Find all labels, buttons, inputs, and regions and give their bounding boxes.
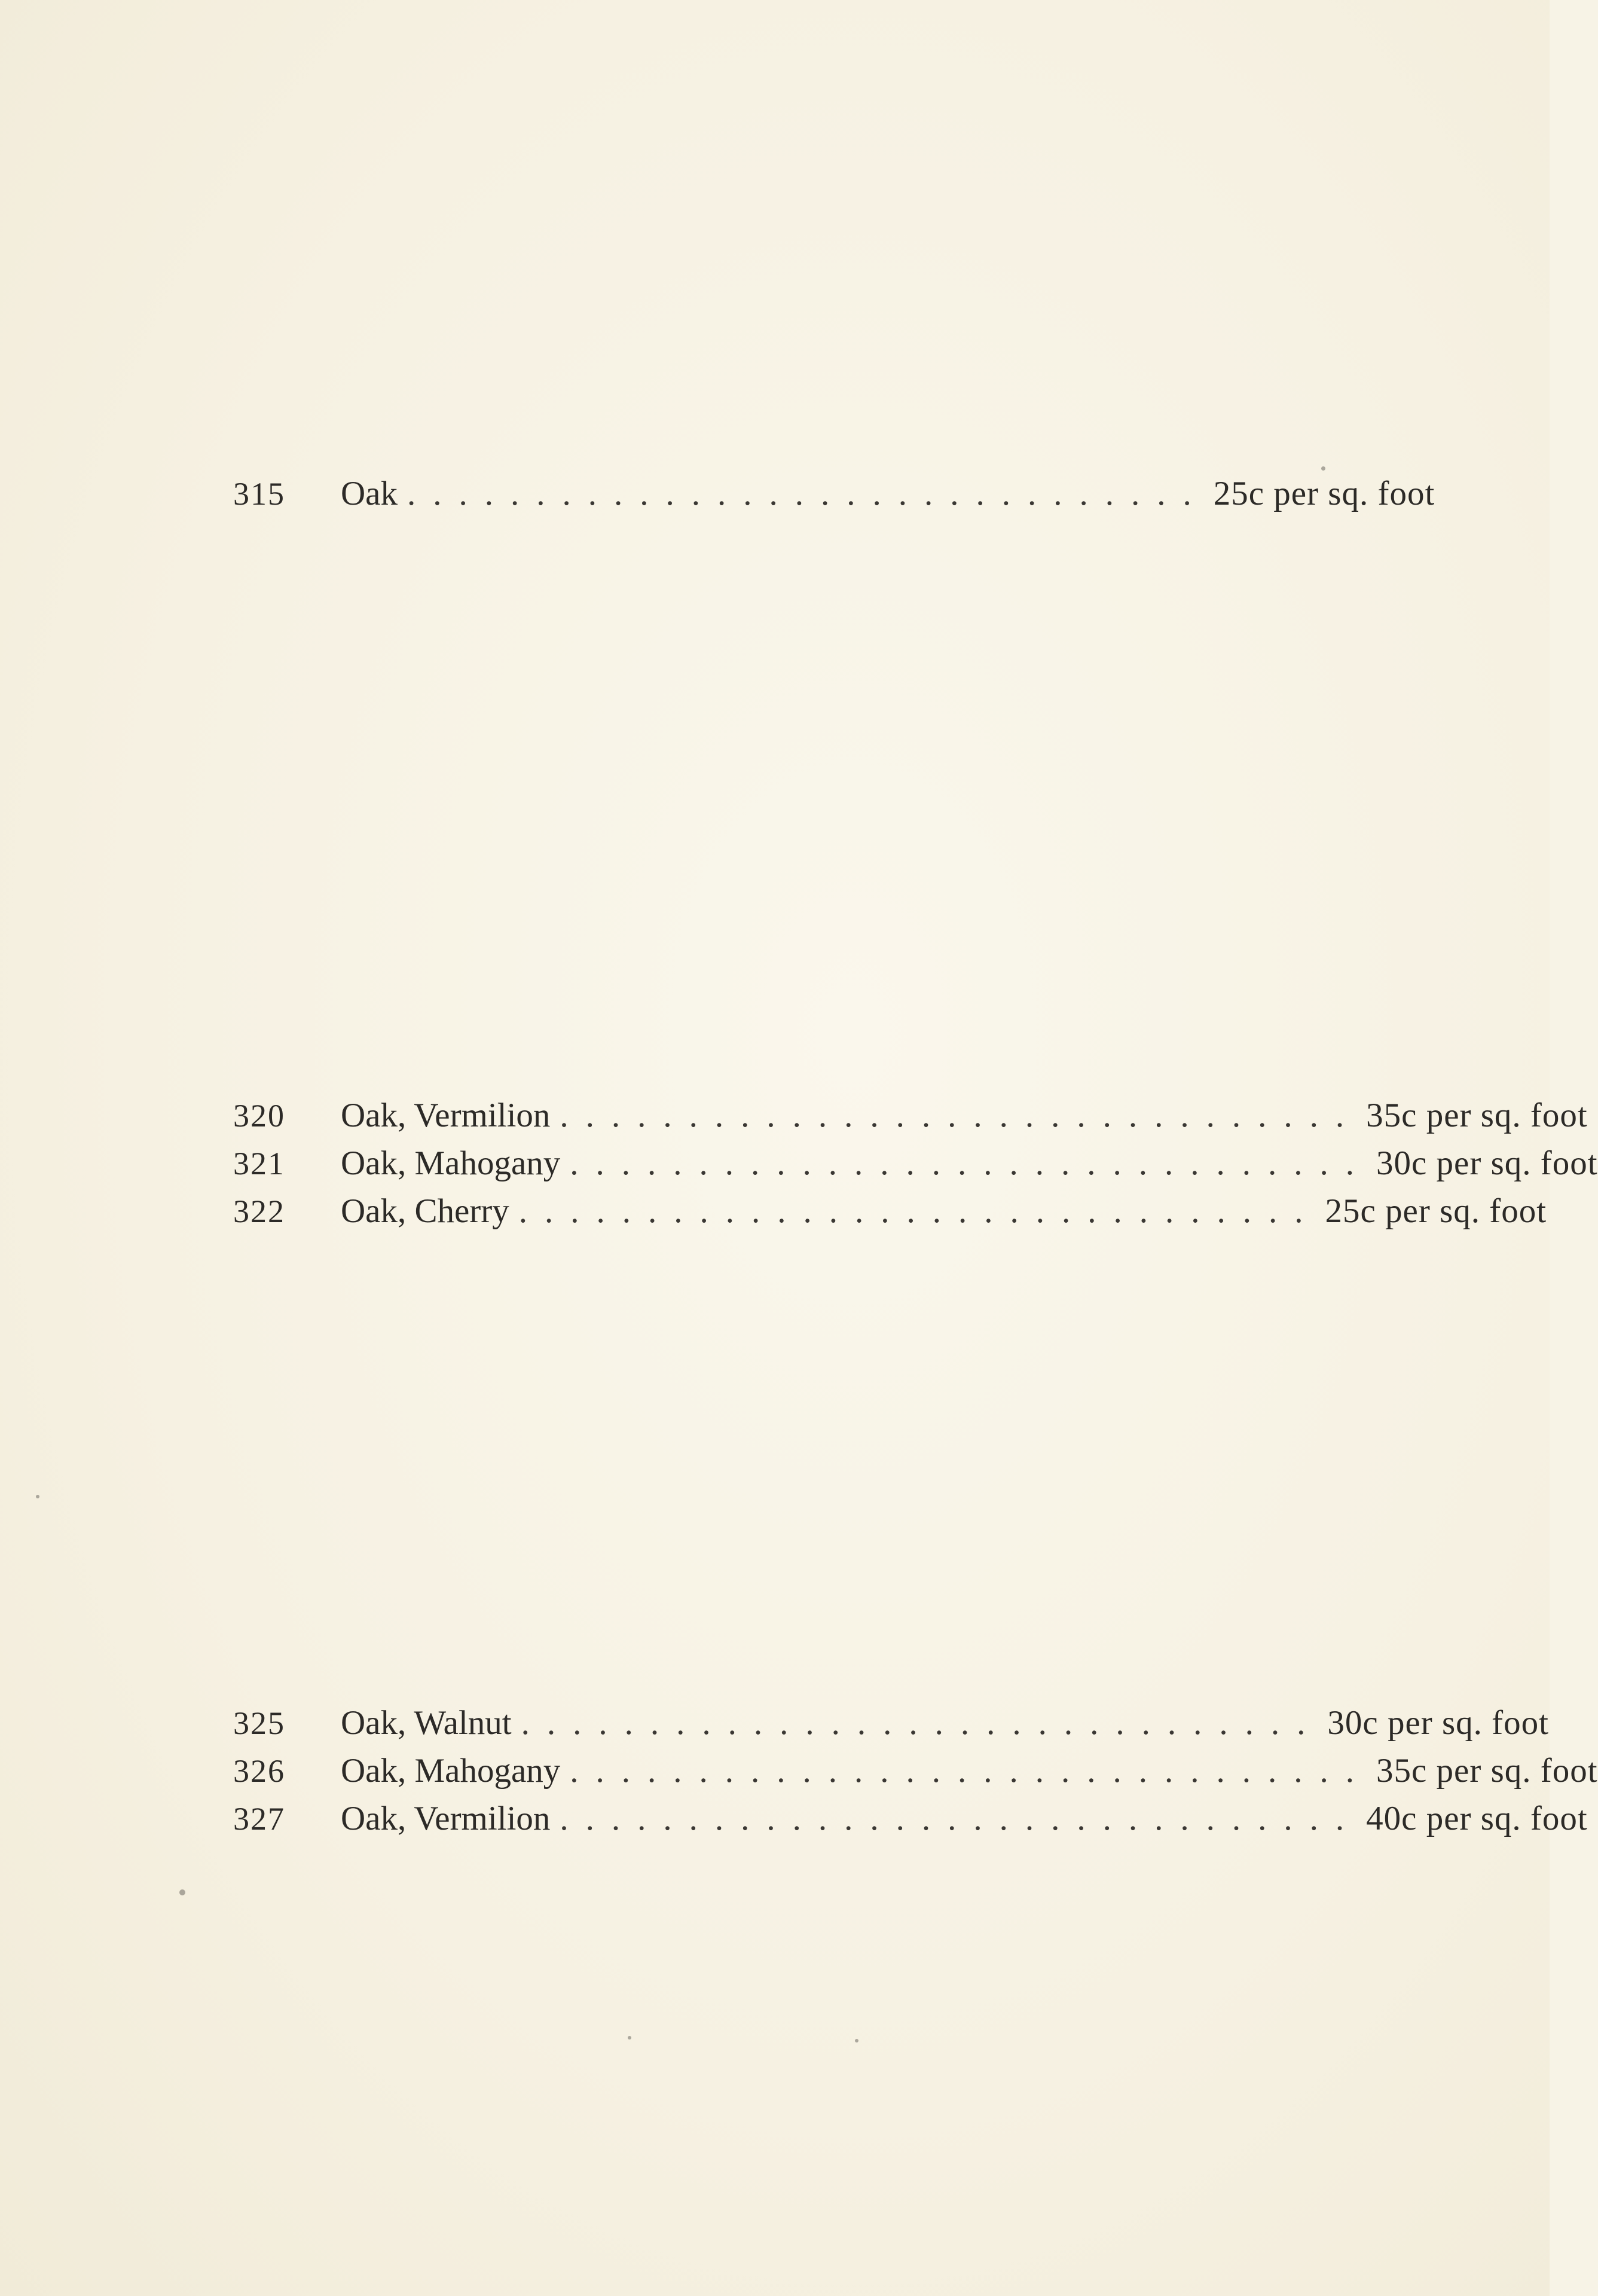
item-number: 320	[233, 1098, 285, 1134]
price-row	[233, 470, 1435, 518]
item-number: 326	[233, 1753, 285, 1789]
item-number: 322	[233, 1193, 285, 1229]
paper-speck	[855, 2039, 858, 2042]
item-name: Oak, Cherry	[341, 1192, 509, 1230]
item-number: 315	[233, 476, 285, 512]
item-name: Oak, Mahogany	[341, 1752, 561, 1790]
price-row	[233, 1092, 1588, 1140]
item-number: 325	[233, 1705, 285, 1741]
dot-leader: ...............................	[570, 1144, 1371, 1182]
item-number: 321	[233, 1146, 285, 1181]
item-name: Oak, Walnut	[341, 1704, 512, 1742]
dot-leader: ...............................	[518, 1192, 1321, 1230]
dot-leader: ...............................	[570, 1752, 1371, 1790]
price-group-2	[233, 1092, 1598, 1235]
item-price: 30c per sq. foot	[1376, 1144, 1598, 1182]
dot-leader: ...............................	[560, 1097, 1362, 1134]
item-name: Oak, Mahogany	[341, 1144, 561, 1182]
item-number: 327	[233, 1801, 285, 1837]
item-price: 35c per sq. foot	[1366, 1097, 1588, 1134]
paper-speck	[179, 1889, 185, 1895]
price-row	[233, 1187, 1547, 1235]
item-price: 40c per sq. foot	[1366, 1800, 1588, 1837]
paper-speck	[628, 2036, 631, 2039]
paper-speck	[36, 1495, 39, 1498]
price-row	[233, 1747, 1598, 1795]
price-group-1	[233, 470, 1435, 518]
item-price: 25c per sq. foot	[1213, 475, 1435, 512]
dot-leader: ...............................	[407, 475, 1209, 512]
price-row	[233, 1140, 1598, 1187]
price-group-3	[233, 1699, 1598, 1843]
item-name: Oak, Vermilion	[341, 1097, 551, 1134]
dot-leader: ...............................	[521, 1704, 1323, 1742]
price-row	[233, 1699, 1549, 1747]
item-price: 35c per sq. foot	[1376, 1752, 1598, 1790]
price-row	[233, 1795, 1588, 1843]
paper-speck	[1321, 466, 1325, 471]
dot-leader: ...............................	[560, 1800, 1362, 1837]
item-name: Oak	[341, 475, 398, 512]
item-price: 30c per sq. foot	[1327, 1704, 1549, 1742]
item-price: 25c per sq. foot	[1325, 1192, 1547, 1230]
item-name: Oak, Vermilion	[341, 1800, 551, 1837]
